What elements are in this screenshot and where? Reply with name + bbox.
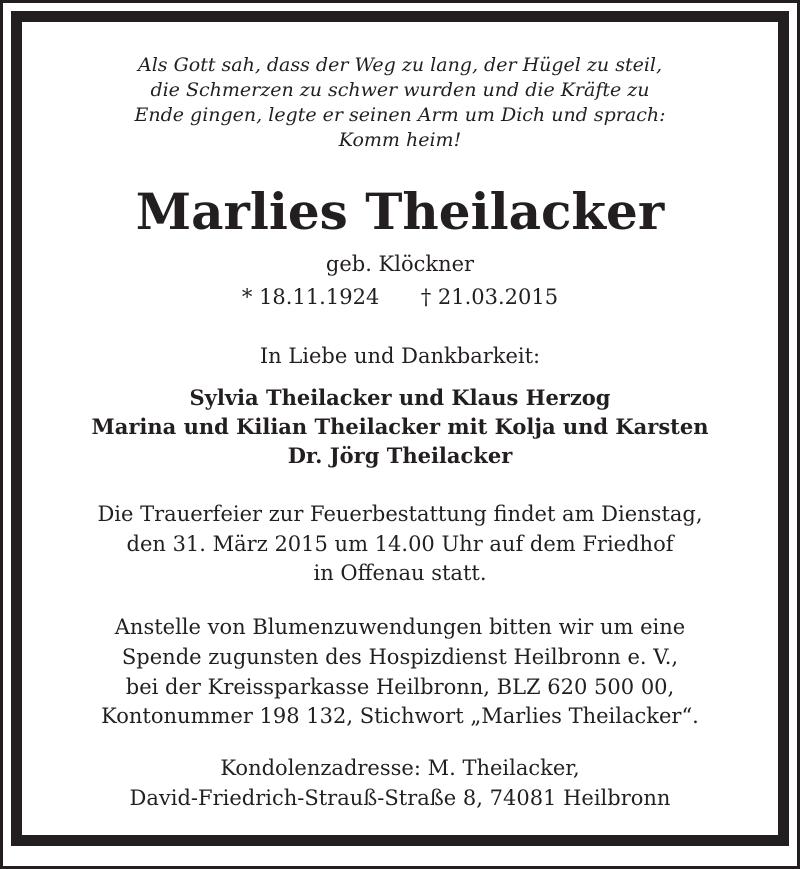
poem-line: Komm heim! — [338, 129, 462, 151]
mourner-line: Marina und Kilian Theilacker mit Kolja und Karsten — [91, 414, 709, 439]
condolence-line: David-Friedrich-Strauß-Straße 8, 74081 Heilbronn — [129, 786, 671, 810]
poem-line: Als Gott sah, dass der Weg zu lang, der Hügel zu steil, — [137, 54, 663, 76]
poem-line: die Schmerzen zu schwer wurden und die Kräfte zu — [150, 79, 650, 101]
mourner-line: Sylvia Theilacker und Klaus Herzog — [189, 385, 611, 410]
donation-line: Kontonummer 198 132, Stichwort „Marlies Theilacker“. — [101, 704, 699, 728]
donation-line: Anstelle von Blumenzuwendungen bitten wir um eine — [114, 615, 686, 639]
maiden-name: geb. Klöckner — [325, 252, 475, 276]
birth-date: * 18.11.1924 — [241, 285, 380, 309]
funeral-line: den 31. März 2015 um 14.00 Uhr auf dem Friedhof — [126, 532, 674, 556]
funeral-line: in Offenau statt. — [313, 561, 487, 585]
poem-line: Ende gingen, legte er seinen Arm um Dich und sprach: — [134, 104, 666, 126]
donation-line: bei der Kreissparkasse Heilbronn, BLZ 620 500 00, — [125, 675, 675, 699]
death-date: † 21.03.2015 — [420, 285, 559, 309]
dates — [0, 287, 800, 308]
deceased-name: Marlies Theilacker — [135, 182, 665, 241]
mourners-intro: In Liebe und Dankbarkeit: — [259, 344, 541, 368]
condolence-line: Kondolenzadresse: M. Theilacker, — [220, 756, 580, 780]
mourner-line: Dr. Jörg Theilacker — [287, 443, 513, 468]
funeral-line: Die Trauerfeier zur Feuerbestattung findet am Dienstag, — [97, 502, 703, 526]
donation-line: Spende zugunsten des Hospizdienst Heilbronn e. V., — [121, 645, 679, 669]
